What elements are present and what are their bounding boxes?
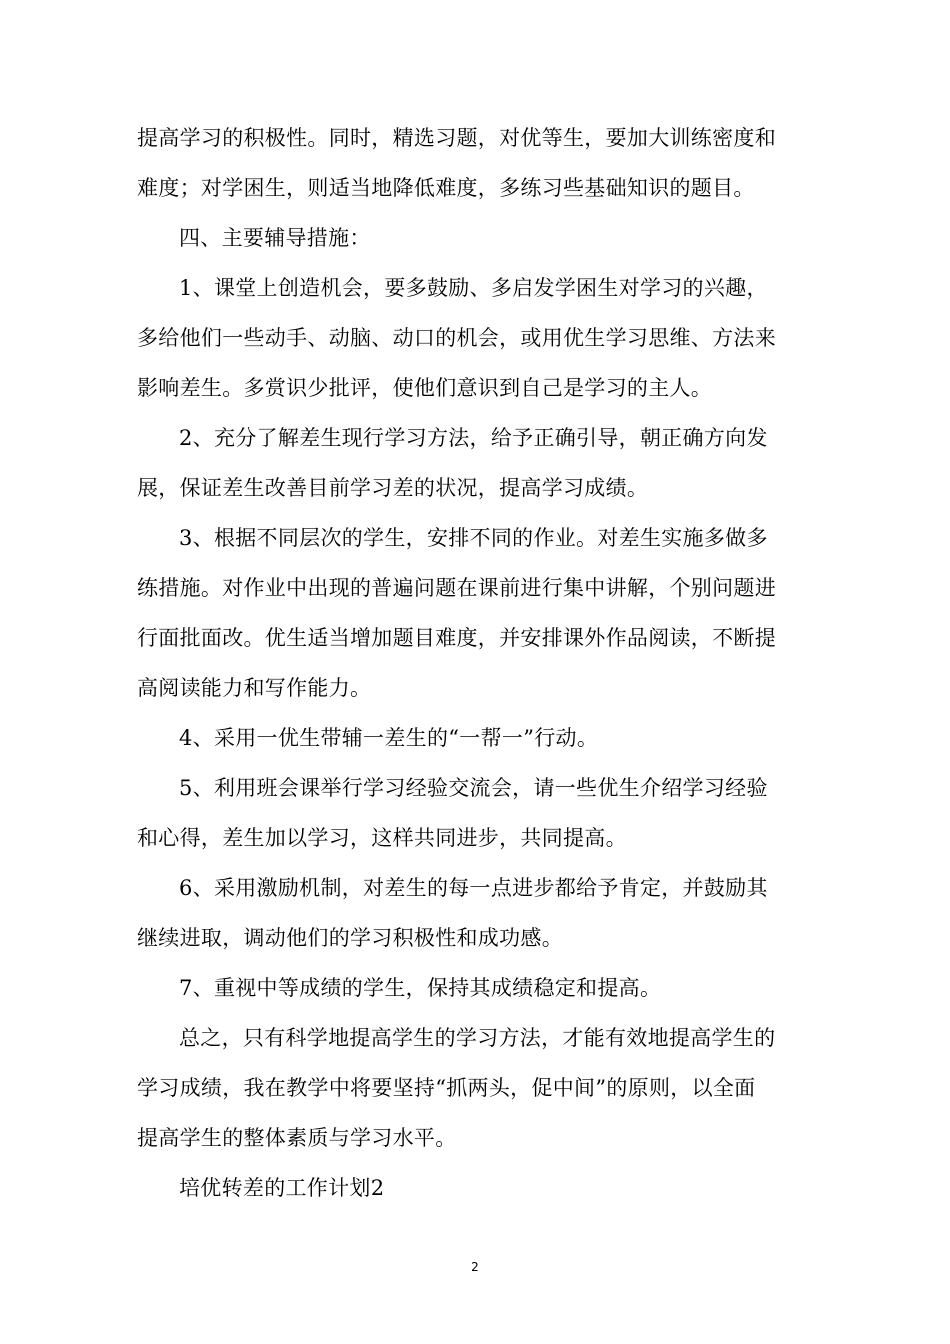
- text-line: 总之，只有科学地提高学生的学习方法，才能有效地提高学生的: [179, 1026, 776, 1050]
- text-line: 提高学生的整体素质与学习水平。: [137, 1126, 457, 1150]
- text-line: 练措施。对作业中出现的普遍问题在课前进行集中讲解，个别问题进: [137, 576, 776, 600]
- text-line: 行面批面改。优生适当增加题目难度，并安排课外作品阅读，不断提: [137, 626, 776, 650]
- text-line: 学习成绩，我在教学中将要坚持“抓两头，促中间”的原则，以全面: [137, 1076, 756, 1100]
- text-line: 难度；对学困生，则适当地降低难度，多练习些基础知识的题目。: [137, 176, 755, 200]
- text-line: 3、根据不同层次的学生，安排不同的作业。对差生实施多做多: [179, 526, 768, 550]
- section-heading: 四、主要辅导措施：: [179, 226, 371, 250]
- document-body: [137, 113, 820, 1213]
- text-line: 2、充分了解差生现行学习方法，给予正确引导，朝正确方向发: [179, 426, 768, 450]
- text-line: 继续进取，调动他们的学习积极性和成功感。: [137, 926, 563, 950]
- section-title: 培优转差的工作计划2: [179, 1176, 385, 1200]
- text-line: 展，保证差生改善目前学习差的状况，提高学习成绩。: [137, 476, 649, 500]
- text-line: 多给他们一些动手、动脑、动口的机会，或用优生学习思维、方法来: [137, 326, 776, 350]
- text-line: 影响差生。多赏识少批评，使他们意识到自己是学习的主人。: [137, 376, 713, 400]
- text-line: 6、采用激励机制，对差生的每一点进步都给予肯定，并鼓励其: [179, 876, 768, 900]
- page-number: 2: [471, 1260, 479, 1274]
- text-line: 提高学习的积极性。同时，精选习题，对优等生，要加大训练密度和: [137, 126, 776, 150]
- text-line: 4、采用一优生带辅一差生的“一帮一”行动。: [179, 726, 599, 750]
- text-line: 5、利用班会课举行学习经验交流会，请一些优生介绍学习经验: [179, 776, 768, 800]
- text-line: 和心得，差生加以学习，这样共同进步，共同提高。: [137, 826, 627, 850]
- text-line: 1、课堂上创造机会，要多鼓励、多启发学困生对学习的兴趣，: [179, 276, 768, 300]
- text-line: 高阅读能力和写作能力。: [137, 676, 372, 700]
- text-line: 7、重视中等成绩的学生，保持其成绩稳定和提高。: [179, 976, 662, 1000]
